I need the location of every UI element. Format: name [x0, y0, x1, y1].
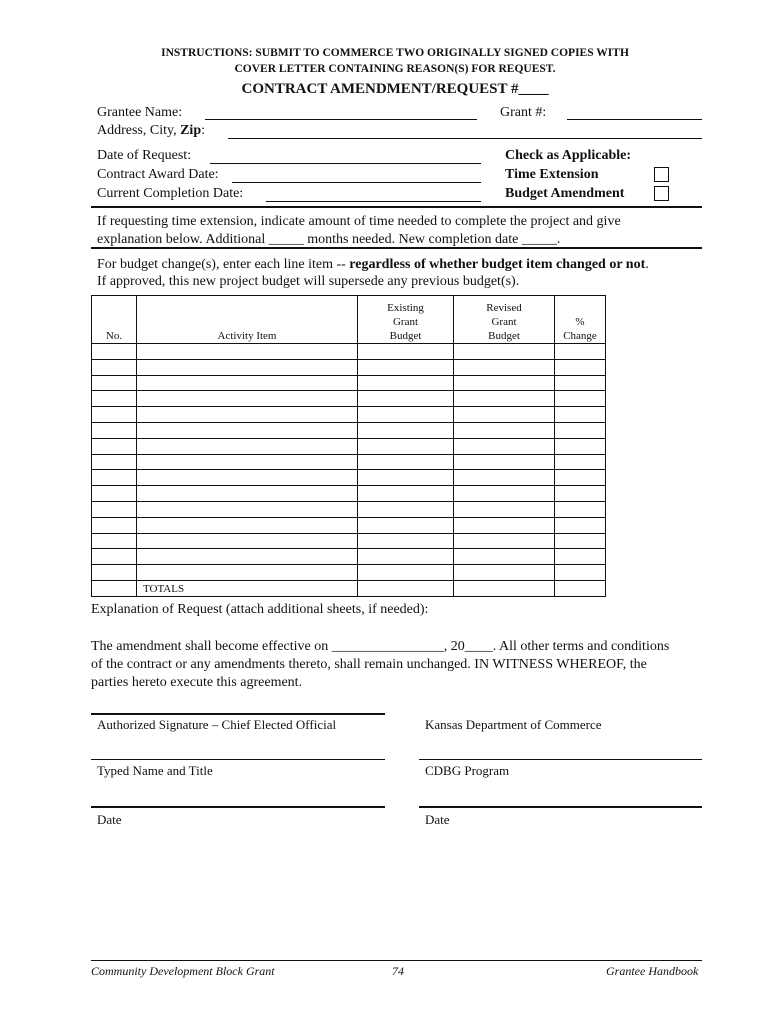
cell-revised[interactable]: [454, 438, 555, 454]
address-field[interactable]: [228, 138, 702, 139]
cell-no[interactable]: [92, 359, 137, 375]
authorized-signature-label: Authorized Signature – Chief Elected Official: [97, 717, 337, 732]
authorized-signature-line[interactable]: [91, 713, 385, 715]
cell-existing[interactable]: [358, 407, 454, 423]
cdbg-program-label: CDBG Program: [425, 763, 510, 778]
cell-existing[interactable]: [358, 501, 454, 517]
totals-cell-existing[interactable]: [358, 580, 454, 596]
grantee-name-field[interactable]: [205, 119, 477, 120]
time-extension-text-2: explanation below. Additional _____ months needed. New completion date _____.: [97, 232, 561, 247]
time-extension-checkbox[interactable]: [654, 167, 669, 182]
cell-no[interactable]: [92, 565, 137, 581]
cell-activity[interactable]: [137, 375, 358, 391]
cell-activity[interactable]: [137, 517, 358, 533]
cell-revised[interactable]: [454, 549, 555, 565]
address-label: Address, City, Zip:: [97, 123, 205, 138]
time-extension-label: Time Extension: [505, 167, 599, 182]
grantee-name-label: Grantee Name:: [97, 105, 183, 120]
cell-change[interactable]: [555, 501, 606, 517]
table-row: [92, 407, 606, 423]
cell-activity[interactable]: [137, 391, 358, 407]
header-no: No.: [92, 296, 137, 344]
header-percent-change: % Change: [555, 296, 606, 344]
left-date-label: Date: [97, 812, 122, 827]
header-revised-grant-budget: Revised Grant Budget: [454, 296, 555, 344]
budget-table-header-row: [92, 296, 606, 344]
cell-revised[interactable]: [454, 501, 555, 517]
table-row: [92, 375, 606, 391]
cell-revised[interactable]: [454, 391, 555, 407]
cell-revised[interactable]: [454, 454, 555, 470]
cell-no[interactable]: [92, 438, 137, 454]
effective-text-3: parties hereto execute this agreement.: [91, 675, 303, 690]
cell-existing[interactable]: [358, 533, 454, 549]
cell-no[interactable]: [92, 344, 137, 360]
explanation-label: Explanation of Request (attach additional sheets, if needed):: [91, 602, 429, 617]
cell-revised[interactable]: [454, 533, 555, 549]
grant-number-label: Grant #:: [500, 105, 547, 120]
cell-existing[interactable]: [358, 486, 454, 502]
cell-revised[interactable]: [454, 359, 555, 375]
cell-change[interactable]: [555, 517, 606, 533]
budget-change-text-2: If approved, this new project budget will supersede any previous budget(s).: [97, 274, 520, 289]
cell-no[interactable]: [92, 422, 137, 438]
totals-cell-revised[interactable]: [454, 580, 555, 596]
date-of-request-label: Date of Request:: [97, 148, 192, 163]
cell-no[interactable]: [92, 375, 137, 391]
cell-activity[interactable]: [137, 470, 358, 486]
cell-change[interactable]: [555, 549, 606, 565]
cell-existing[interactable]: [358, 454, 454, 470]
footer-left: Community Development Block Grant: [91, 964, 275, 978]
cell-activity[interactable]: [137, 344, 358, 360]
cell-revised[interactable]: [454, 375, 555, 391]
left-date-line[interactable]: [91, 806, 385, 808]
totals-cell-no[interactable]: [92, 580, 137, 596]
contract-award-date-label: Contract Award Date:: [97, 167, 219, 182]
commerce-label: Kansas Department of Commerce: [425, 717, 602, 732]
cell-change[interactable]: [555, 359, 606, 375]
cell-no[interactable]: [92, 391, 137, 407]
cell-change[interactable]: [555, 375, 606, 391]
cell-activity[interactable]: [137, 486, 358, 502]
cell-revised[interactable]: [454, 422, 555, 438]
cell-change[interactable]: [555, 470, 606, 486]
cell-revised[interactable]: [454, 470, 555, 486]
cell-existing[interactable]: [358, 438, 454, 454]
budget-amendment-label: Budget Amendment: [505, 186, 625, 201]
table-row: [92, 565, 606, 581]
cell-activity[interactable]: [137, 549, 358, 565]
cell-revised[interactable]: [454, 565, 555, 581]
budget-change-text-1: For budget change(s), enter each line item -- regardless of whether budget item changed or not.: [97, 257, 649, 272]
table-row: [92, 517, 606, 533]
cell-activity[interactable]: [137, 422, 358, 438]
table-row: [92, 549, 606, 565]
date-of-request-field[interactable]: [210, 163, 481, 164]
table-row: [92, 470, 606, 486]
page-number: 74: [392, 964, 404, 978]
cell-no[interactable]: [92, 454, 137, 470]
cell-revised[interactable]: [454, 407, 555, 423]
check-applicable-heading: Check as Applicable:: [505, 148, 632, 163]
cell-change[interactable]: [555, 565, 606, 581]
footer-right: Grantee Handbook: [606, 964, 699, 978]
cell-activity[interactable]: [137, 438, 358, 454]
cell-existing[interactable]: [358, 517, 454, 533]
cell-change[interactable]: [555, 438, 606, 454]
typed-name-label: Typed Name and Title: [97, 763, 213, 778]
time-extension-text-1: If requesting time extension, indicate amount of time needed to complete the project and give: [97, 214, 621, 229]
form-title: CONTRACT AMENDMENT/REQUEST #____: [241, 81, 549, 97]
cell-activity[interactable]: [137, 565, 358, 581]
cell-no[interactable]: [92, 486, 137, 502]
header-existing-grant-budget: Existing Grant Budget: [358, 296, 454, 344]
cell-change[interactable]: [555, 533, 606, 549]
section-divider-2: [91, 247, 702, 249]
cell-change[interactable]: [555, 407, 606, 423]
cell-activity[interactable]: [137, 407, 358, 423]
cell-existing[interactable]: [358, 549, 454, 565]
cell-change[interactable]: [555, 454, 606, 470]
budget-amendment-checkbox[interactable]: [654, 186, 669, 201]
cell-no[interactable]: [92, 549, 137, 565]
cell-no[interactable]: [92, 517, 137, 533]
effective-text-1: The amendment shall become effective on ________________, 20____. All other terms and conditions: [91, 639, 670, 654]
table-row: [92, 438, 606, 454]
cell-existing[interactable]: [358, 565, 454, 581]
current-completion-date-field[interactable]: [266, 201, 481, 202]
table-row: [92, 501, 606, 517]
table-row: [92, 486, 606, 502]
typed-name-line[interactable]: [91, 759, 385, 760]
cell-no[interactable]: [92, 501, 137, 517]
table-row: [92, 422, 606, 438]
totals-row: [92, 580, 606, 596]
effective-text-2: of the contract or any amendments thereto, shall remain unchanged. IN WITNESS WHEREOF, the: [91, 657, 647, 672]
table-row: [92, 454, 606, 470]
table-row: [92, 391, 606, 407]
totals-label: TOTALS: [137, 580, 358, 596]
cell-change[interactable]: [555, 422, 606, 438]
cell-existing[interactable]: [358, 422, 454, 438]
cell-change[interactable]: [555, 344, 606, 360]
right-date-label: Date: [425, 812, 450, 827]
instructions-line-2: COVER LETTER CONTAINING REASON(S) FOR REQUEST.: [234, 63, 556, 75]
grant-number-field[interactable]: [567, 119, 702, 120]
cell-existing[interactable]: [358, 359, 454, 375]
totals-cell-change[interactable]: [555, 580, 606, 596]
cell-activity[interactable]: [137, 359, 358, 375]
cell-revised[interactable]: [454, 517, 555, 533]
table-row: [92, 359, 606, 375]
current-completion-date-label: Current Completion Date:: [97, 186, 244, 201]
cell-no[interactable]: [92, 470, 137, 486]
cell-existing[interactable]: [358, 375, 454, 391]
cell-activity[interactable]: [137, 454, 358, 470]
cell-revised[interactable]: [454, 344, 555, 360]
cdbg-line[interactable]: [419, 759, 702, 760]
contract-award-date-field[interactable]: [232, 182, 481, 183]
cell-activity[interactable]: [137, 501, 358, 517]
right-date-line[interactable]: [419, 806, 702, 808]
cell-existing[interactable]: [358, 344, 454, 360]
cell-no[interactable]: [92, 533, 137, 549]
section-divider-1: [91, 206, 702, 208]
table-row: [92, 344, 606, 360]
table-row: [92, 533, 606, 549]
cell-activity[interactable]: [137, 533, 358, 549]
cell-change[interactable]: [555, 486, 606, 502]
instructions-line-1: INSTRUCTIONS: SUBMIT TO COMMERCE TWO ORIGINALLY SIGNED COPIES WITH: [161, 47, 629, 59]
footer-rule: [91, 960, 702, 961]
budget-table: [91, 295, 606, 597]
cell-no[interactable]: [92, 407, 137, 423]
cell-existing[interactable]: [358, 391, 454, 407]
cell-revised[interactable]: [454, 486, 555, 502]
cell-change[interactable]: [555, 391, 606, 407]
header-activity-item: Activity Item: [137, 296, 358, 344]
cell-existing[interactable]: [358, 470, 454, 486]
